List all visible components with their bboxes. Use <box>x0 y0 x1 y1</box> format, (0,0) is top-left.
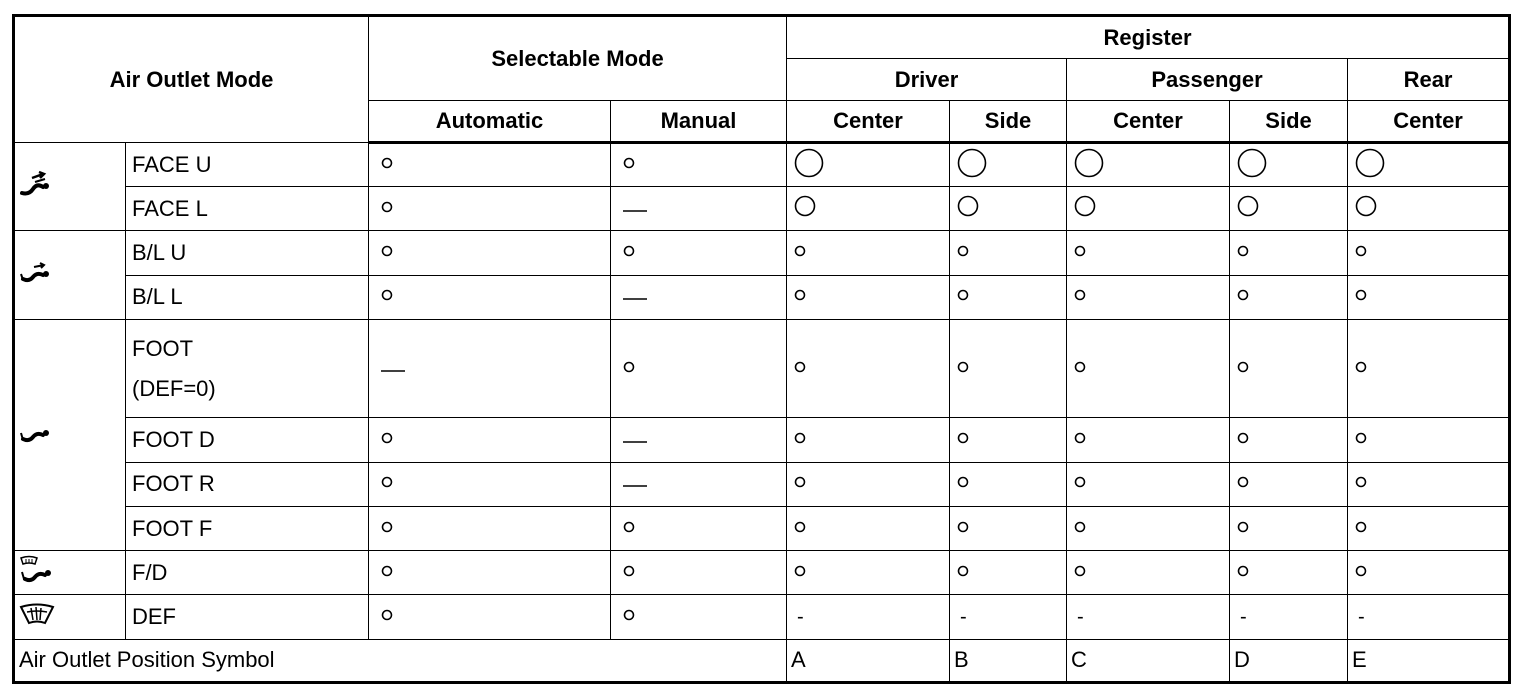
mode-label <box>126 595 369 639</box>
cell-manual <box>611 187 787 231</box>
medium-circle-symbol <box>1237 195 1259 217</box>
cell-passenger-side <box>1230 551 1348 595</box>
cell-driver-side <box>950 231 1067 275</box>
cell-passenger-side <box>1230 187 1348 231</box>
mode-label-condition: (DEF=0) <box>132 375 216 401</box>
table-row <box>14 506 1510 550</box>
cell-passenger-side <box>1230 319 1348 418</box>
cell-manual <box>611 143 787 187</box>
cell-passenger-center <box>1067 275 1230 319</box>
cell-passenger-center <box>1067 187 1230 231</box>
small-circle-symbol <box>1074 521 1086 533</box>
small-circle-symbol <box>957 565 969 577</box>
cell-automatic <box>369 462 611 506</box>
small-circle-symbol <box>794 245 806 257</box>
mode-label-text: FACE U <box>132 151 212 177</box>
mode-label-text: F/D <box>132 559 168 585</box>
small-circle-symbol <box>1237 289 1249 301</box>
header-register: Register <box>787 16 1510 59</box>
small-circle-symbol <box>1074 289 1086 301</box>
small-circle-symbol <box>1074 361 1086 373</box>
mode-label <box>126 187 369 231</box>
header-passenger: Passenger <box>1067 59 1348 101</box>
small-circle-symbol <box>1074 432 1086 444</box>
cell-driver-center <box>787 551 950 595</box>
not-applicable-mark: - <box>960 605 967 628</box>
small-circle-symbol <box>381 245 393 257</box>
header-driver-center: Center <box>787 101 950 143</box>
small-circle-symbol <box>1355 432 1367 444</box>
small-circle-symbol <box>794 476 806 488</box>
small-circle-symbol <box>623 565 635 577</box>
not-applicable-mark: - <box>1240 605 1247 628</box>
small-circle-symbol <box>794 521 806 533</box>
cell-automatic <box>369 319 611 418</box>
small-circle-symbol <box>1237 432 1249 444</box>
small-circle-symbol <box>957 361 969 373</box>
not-applicable-mark: - <box>1358 605 1365 628</box>
small-circle-symbol <box>1355 289 1367 301</box>
mode-label <box>126 319 369 418</box>
medium-circle-symbol <box>794 195 816 217</box>
cell-manual <box>611 319 787 418</box>
small-circle-symbol <box>1237 476 1249 488</box>
small-circle-symbol <box>381 201 393 213</box>
small-circle-symbol <box>794 361 806 373</box>
header-driver: Driver <box>787 59 1067 101</box>
cell-manual <box>611 506 787 550</box>
cell-driver-center <box>787 231 950 275</box>
foot-vent-icon <box>14 319 126 550</box>
cell-automatic <box>369 187 611 231</box>
table-row <box>14 462 1510 506</box>
cell-passenger-center <box>1067 231 1230 275</box>
mode-label-text: FOOT D <box>132 427 215 453</box>
cell-driver-center <box>787 462 950 506</box>
header-driver-side: Side <box>950 101 1067 143</box>
cell-passenger-side <box>1230 231 1348 275</box>
small-circle-symbol <box>794 432 806 444</box>
table-row <box>14 595 1510 639</box>
cell-automatic <box>369 418 611 462</box>
mode-label <box>126 231 369 275</box>
cell-driver-side <box>950 418 1067 462</box>
air-outlet-mode-table <box>12 14 1511 684</box>
small-circle-symbol <box>957 521 969 533</box>
cell-manual <box>611 275 787 319</box>
mode-label <box>126 418 369 462</box>
mode-label-text: B/L L <box>132 284 183 310</box>
cell-passenger-center <box>1067 143 1230 187</box>
cell-rear-center <box>1348 143 1510 187</box>
cell-driver-center <box>787 319 950 418</box>
cell-automatic <box>369 595 611 639</box>
cell-driver-side <box>950 595 1067 639</box>
cell-driver-center <box>787 595 950 639</box>
header-manual: Manual <box>611 101 787 143</box>
cell-driver-side <box>950 551 1067 595</box>
cell-manual <box>611 595 787 639</box>
large-circle-symbol <box>1237 148 1267 178</box>
cell-rear-center <box>1348 275 1510 319</box>
cell-manual <box>611 418 787 462</box>
small-circle-symbol <box>381 157 393 169</box>
em-dash-symbol <box>623 440 647 444</box>
table-row <box>14 418 1510 462</box>
small-circle-symbol <box>1074 245 1086 257</box>
small-circle-symbol <box>794 289 806 301</box>
small-circle-symbol <box>957 289 969 301</box>
position-symbol-rear-center: E <box>1348 639 1510 682</box>
cell-rear-center <box>1348 462 1510 506</box>
position-symbol-driver-center: A <box>787 639 950 682</box>
cell-passenger-center <box>1067 595 1230 639</box>
position-symbol-driver-side: B <box>950 639 1067 682</box>
header-air-outlet-mode: Air Outlet Mode <box>14 16 369 143</box>
medium-circle-symbol <box>957 195 979 217</box>
small-circle-symbol <box>957 476 969 488</box>
cell-rear-center <box>1348 231 1510 275</box>
mode-label <box>126 551 369 595</box>
small-circle-symbol <box>381 609 393 621</box>
small-circle-symbol <box>381 289 393 301</box>
mode-label-text: FOOT <box>132 335 194 361</box>
not-applicable-mark: - <box>797 605 804 628</box>
cell-passenger-side <box>1230 506 1348 550</box>
small-circle-symbol <box>957 432 969 444</box>
position-symbol-passenger-side: D <box>1230 639 1348 682</box>
mode-label-text: FOOT R <box>132 471 215 497</box>
cell-driver-side <box>950 143 1067 187</box>
header-selectable-mode: Selectable Mode <box>369 16 787 101</box>
cell-automatic <box>369 551 611 595</box>
small-circle-symbol <box>381 432 393 444</box>
cell-automatic <box>369 506 611 550</box>
small-circle-symbol <box>1355 245 1367 257</box>
small-circle-symbol <box>623 361 635 373</box>
cell-rear-center <box>1348 319 1510 418</box>
mode-label-text: DEF <box>132 604 176 630</box>
cell-manual <box>611 551 787 595</box>
small-circle-symbol <box>1237 245 1249 257</box>
header-automatic: Automatic <box>369 101 611 143</box>
small-circle-symbol <box>957 245 969 257</box>
table-row <box>14 187 1510 231</box>
header-passenger-center: Center <box>1067 101 1230 143</box>
table-row <box>14 551 1510 595</box>
cell-passenger-side <box>1230 275 1348 319</box>
cell-passenger-center <box>1067 506 1230 550</box>
small-circle-symbol <box>623 521 635 533</box>
header-passenger-side: Side <box>1230 101 1348 143</box>
small-circle-symbol <box>1355 361 1367 373</box>
cell-automatic <box>369 143 611 187</box>
foot-defrost-icon <box>14 551 126 595</box>
cell-driver-center <box>787 275 950 319</box>
small-circle-symbol <box>794 565 806 577</box>
bilevel-vent-icon <box>14 231 126 319</box>
small-circle-symbol <box>1074 565 1086 577</box>
cell-driver-side <box>950 462 1067 506</box>
cell-passenger-center <box>1067 418 1230 462</box>
cell-rear-center <box>1348 418 1510 462</box>
mode-label <box>126 462 369 506</box>
cell-passenger-side <box>1230 418 1348 462</box>
large-circle-symbol <box>794 148 824 178</box>
mode-label-text: FOOT F <box>132 515 213 541</box>
em-dash-symbol <box>623 484 647 488</box>
header-rear: Rear <box>1348 59 1510 101</box>
cell-driver-center <box>787 143 950 187</box>
footer-row <box>14 639 1510 682</box>
not-applicable-mark: - <box>1077 605 1084 628</box>
small-circle-symbol <box>1237 521 1249 533</box>
cell-manual <box>611 231 787 275</box>
header-rear-center: Center <box>1348 101 1510 143</box>
cell-driver-center <box>787 418 950 462</box>
small-circle-symbol <box>1074 476 1086 488</box>
cell-automatic <box>369 231 611 275</box>
cell-driver-side <box>950 187 1067 231</box>
cell-passenger-side <box>1230 143 1348 187</box>
small-circle-symbol <box>623 157 635 169</box>
cell-rear-center <box>1348 551 1510 595</box>
em-dash-symbol <box>623 297 647 301</box>
cell-driver-center <box>787 506 950 550</box>
cell-driver-side <box>950 275 1067 319</box>
cell-driver-center <box>787 187 950 231</box>
small-circle-symbol <box>1237 565 1249 577</box>
cell-driver-side <box>950 506 1067 550</box>
face-vent-icon <box>14 143 126 231</box>
small-circle-symbol <box>381 521 393 533</box>
table-row <box>14 319 1510 418</box>
table-row <box>14 275 1510 319</box>
mode-label-text: FACE L <box>132 195 208 221</box>
position-symbol-passenger-center: C <box>1067 639 1230 682</box>
small-circle-symbol <box>1355 565 1367 577</box>
small-circle-symbol <box>1237 361 1249 373</box>
cell-rear-center <box>1348 595 1510 639</box>
large-circle-symbol <box>957 148 987 178</box>
cell-driver-side <box>950 319 1067 418</box>
cell-passenger-side <box>1230 595 1348 639</box>
em-dash-symbol <box>623 209 647 213</box>
large-circle-symbol <box>1355 148 1385 178</box>
em-dash-symbol <box>381 369 405 373</box>
cell-automatic <box>369 275 611 319</box>
mode-label <box>126 275 369 319</box>
mode-rows <box>14 143 1510 683</box>
cell-passenger-center <box>1067 319 1230 418</box>
air-outlet-position-symbol-label: Air Outlet Position Symbol <box>14 639 787 682</box>
mode-label <box>126 506 369 550</box>
small-circle-symbol <box>1355 476 1367 488</box>
cell-rear-center <box>1348 506 1510 550</box>
small-circle-symbol <box>381 476 393 488</box>
table-row <box>14 231 1510 275</box>
cell-rear-center <box>1348 187 1510 231</box>
cell-passenger-center <box>1067 551 1230 595</box>
mode-label-text: B/L U <box>132 240 187 266</box>
cell-passenger-side <box>1230 462 1348 506</box>
medium-circle-symbol <box>1355 195 1377 217</box>
table-row <box>14 143 1510 187</box>
large-circle-symbol <box>1074 148 1104 178</box>
small-circle-symbol <box>623 245 635 257</box>
defroster-icon <box>14 595 126 639</box>
cell-passenger-center <box>1067 462 1230 506</box>
cell-manual <box>611 462 787 506</box>
small-circle-symbol <box>381 565 393 577</box>
small-circle-symbol <box>1355 521 1367 533</box>
mode-label <box>126 143 369 187</box>
small-circle-symbol <box>623 609 635 621</box>
medium-circle-symbol <box>1074 195 1096 217</box>
